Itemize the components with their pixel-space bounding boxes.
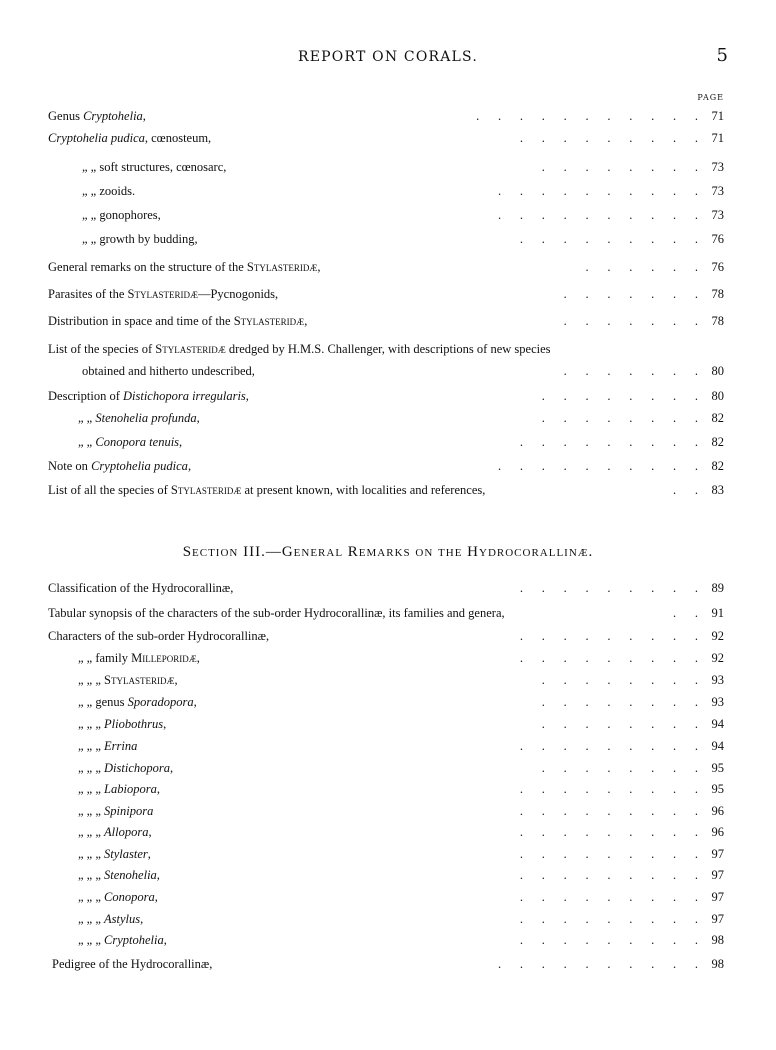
toc-entry-text: Milleporidæ — [131, 651, 197, 665]
leader-dots: . . — [673, 606, 698, 620]
toc-entry-text: Cryptohelia — [83, 109, 143, 123]
toc-entry-page: 91 — [711, 606, 724, 620]
toc-entry-text: „ „ „ — [78, 782, 105, 796]
toc-entry-text: Stylasteridæ — [155, 342, 226, 356]
toc-entry — [0, 457, 776, 479]
toc-entry-page: 71 — [711, 109, 724, 123]
toc-entry-text: , — [156, 782, 160, 796]
toc-entry-page: 98 — [711, 933, 724, 947]
toc-entry — [0, 387, 776, 409]
toc-entry-text: „ „ „ — [78, 912, 105, 926]
toc-entry — [0, 158, 776, 180]
page-column-heading: PAGE — [697, 93, 724, 102]
toc-entry-text: Pedigree of the Hydrocorallinæ, — [52, 957, 213, 971]
toc-entry-text: Errina — [104, 739, 138, 753]
toc-entry-text: dredged by H.M.S. Challenger, with descriptions of new species — [225, 342, 551, 356]
toc-entry — [0, 866, 776, 888]
toc-entry-text: , — [317, 260, 321, 274]
toc-entry-page: 73 — [711, 184, 724, 198]
toc-entry-text: Conopora tenuis — [95, 435, 180, 449]
toc-entry — [0, 802, 776, 824]
toc-entry-label — [48, 389, 249, 404]
toc-entry-label — [78, 825, 152, 840]
toc-entry — [0, 715, 776, 737]
toc-entry-page: 95 — [711, 782, 724, 796]
toc-entry — [0, 888, 776, 910]
toc-entry-text: Stylasteridæ — [246, 260, 318, 274]
toc-entry-page: 82 — [711, 459, 724, 473]
toc-entry-page: 73 — [711, 160, 724, 174]
toc-entry-label — [78, 695, 197, 710]
toc-entry-label — [78, 782, 160, 797]
toc-entry-page: 73 — [711, 208, 724, 222]
leader-dots: . . . . . . . . . — [519, 782, 698, 796]
toc-entry — [0, 107, 776, 129]
toc-entry — [0, 230, 776, 252]
toc-entry-label — [78, 804, 153, 819]
leader-dots: . . . . . . . . . . — [498, 208, 698, 222]
toc-entry-text: , — [154, 890, 158, 904]
leader-dots: . . — [673, 483, 698, 497]
toc-entry-text: Stylaster — [104, 847, 148, 861]
toc-entry-page: 95 — [711, 761, 724, 775]
leader-dots: . . . . . . . . — [541, 389, 698, 403]
toc-entry-label — [78, 761, 173, 776]
toc-entry — [0, 649, 776, 671]
leader-dots: . . . . . . . — [563, 287, 698, 301]
toc-entry-text: Stylasteridæ — [127, 287, 198, 301]
toc-entry-text: Stenohelia profunda — [95, 411, 197, 425]
leader-dots: . . . . . . . . — [541, 695, 698, 709]
toc-entry-label — [48, 109, 146, 124]
toc-entry-text: „ „ „ — [78, 673, 105, 687]
toc-entry-label — [78, 868, 160, 883]
toc-entry-label — [48, 287, 278, 302]
toc-entry — [0, 737, 776, 759]
toc-entry-label — [78, 847, 151, 862]
toc-entry-page: 76 — [711, 232, 724, 246]
toc-entry-label — [48, 459, 191, 474]
toc-entry-text: , — [142, 109, 146, 123]
toc-entry-text: „ „ „ — [78, 804, 105, 818]
toc-entry-text: „ „ gonophores, — [82, 208, 161, 222]
toc-entry-text: Stylasteridæ — [170, 483, 242, 497]
toc-entry-label — [82, 208, 161, 223]
toc-entry-text: „ „ „ — [78, 739, 105, 753]
toc-entry-page: 94 — [711, 739, 724, 753]
toc-entry-page: 92 — [711, 629, 724, 643]
toc-entry-label — [82, 232, 198, 247]
toc-entry-text: Astylus — [104, 912, 141, 926]
toc-entry-label — [48, 260, 320, 275]
toc-entry-text: Characters of the sub-order Hydrocorallinæ, — [48, 629, 270, 643]
toc-entry-text: Cryptohelia pudica — [91, 459, 188, 473]
leader-dots: . . . . . . — [585, 260, 698, 274]
toc-entry — [0, 182, 776, 204]
toc-entry-text: Labiopora — [104, 782, 157, 796]
toc-entry-label — [78, 890, 158, 905]
toc-entry-text: , — [245, 389, 249, 403]
toc-entry-page: 83 — [711, 483, 724, 497]
toc-entry-label — [78, 651, 200, 666]
toc-entry-text: , — [187, 459, 192, 473]
leader-dots: . . . . . . . . . — [519, 825, 698, 839]
toc-entry-text: „ „ genus — [78, 695, 128, 709]
toc-entry-label — [78, 411, 200, 426]
toc-entry-text: at present known, with localities and references, — [241, 483, 486, 497]
toc-entry-text: Cryptohelia — [104, 933, 164, 947]
toc-entry-text: „ „ „ — [78, 717, 105, 731]
toc-entry — [0, 340, 776, 362]
toc-entry — [0, 433, 776, 455]
toc-entry-text: Distichopora — [104, 761, 171, 775]
toc-entry-page: 82 — [711, 411, 724, 425]
toc-entry-label — [48, 131, 211, 146]
toc-entry-page: 98 — [711, 957, 724, 971]
toc-entry — [0, 627, 776, 649]
toc-entry-text: , — [196, 651, 200, 665]
toc-entry-text: , — [196, 411, 200, 425]
leader-dots: . . . . . . . . . — [519, 651, 698, 665]
toc-entry-label — [82, 184, 135, 199]
toc-entry-text: Cryptohelia pudica — [48, 131, 145, 145]
toc-entry-page: 89 — [711, 581, 724, 595]
leader-dots: . . . . . . . . . — [519, 847, 698, 861]
toc-entry-text: Pliobothrus — [104, 717, 164, 731]
toc-entry — [0, 481, 776, 503]
toc-entry-text: obtained and hitherto undescribed, — [82, 364, 255, 378]
toc-entry-label — [78, 912, 143, 927]
leader-dots: . . . . . . . . — [541, 160, 698, 174]
toc-entry-label — [78, 933, 167, 948]
toc-entry-text: , — [156, 868, 160, 882]
toc-entry-text: , — [304, 314, 308, 328]
toc-entry-text: Stylasteridæ — [104, 673, 175, 687]
toc-entry-text: „ „ „ — [78, 933, 105, 947]
toc-entry-page: 96 — [711, 825, 724, 839]
toc-entry — [0, 604, 776, 626]
toc-entry-label — [78, 739, 137, 754]
toc-entry — [0, 955, 776, 977]
toc-entry-text: Stenohelia — [104, 868, 157, 882]
toc-entry — [0, 285, 776, 307]
toc-entry-text: List of all the species of — [48, 483, 171, 497]
section-heading: Section III.—General Remarks on the Hydrocorallinæ. — [182, 544, 594, 560]
leader-dots: . . . . . . . . . — [519, 629, 698, 643]
toc-entry — [0, 910, 776, 932]
leader-dots: . . . . . . . — [563, 364, 698, 378]
toc-entry — [0, 823, 776, 845]
toc-entry-text: —Pycnogonids, — [197, 287, 279, 301]
leader-dots: . . . . . . . . . . — [498, 957, 698, 971]
toc-entry — [0, 206, 776, 228]
toc-entry-text: Allopora — [104, 825, 149, 839]
toc-entry-label — [82, 160, 226, 175]
running-header-title: REPORT ON CORALS. — [298, 49, 478, 65]
toc-entry-text: „ „ — [78, 435, 96, 449]
toc-entry-text: , — [170, 761, 174, 775]
toc-entry-text: „ „ „ — [78, 868, 105, 882]
toc-entry — [0, 258, 776, 280]
toc-entry-page: 97 — [711, 890, 724, 904]
toc-entry-text: , — [179, 435, 183, 449]
toc-entry — [0, 312, 776, 334]
toc-entry-text: „ „ — [78, 411, 96, 425]
toc-entry-text: Genus — [48, 109, 84, 123]
toc-entry-page: 82 — [711, 435, 724, 449]
toc-entry-page: 80 — [711, 389, 724, 403]
toc-entry — [0, 129, 776, 151]
leader-dots: . . . . . . . . . . — [498, 459, 698, 473]
toc-entry — [0, 780, 776, 802]
toc-entry-page: 80 — [711, 364, 724, 378]
toc-entry-page: 96 — [711, 804, 724, 818]
toc-entry-page: 78 — [711, 287, 724, 301]
page-number: 5 — [716, 45, 728, 66]
toc-entry-text: Note on — [48, 459, 92, 473]
leader-dots: . . . . . . . . . — [519, 739, 698, 753]
leader-dots: . . . . . . . . . — [519, 933, 698, 947]
leader-dots: . . . . . . . . . — [519, 131, 698, 145]
toc-entry-text: Stylasteridæ — [233, 314, 305, 328]
toc-entry-label — [48, 314, 307, 329]
leader-dots: . . . . . . . . . — [519, 435, 698, 449]
toc-entry-text: Description of — [48, 389, 123, 403]
toc-entry — [0, 409, 776, 431]
toc-entry-text: Distichopora irregularis — [122, 389, 246, 403]
toc-entry-text: , — [163, 933, 167, 947]
leader-dots: . . . . . . . . . — [519, 890, 698, 904]
toc-entry-text: , — [174, 673, 178, 687]
toc-entry-text: Distribution in space and time of the — [48, 314, 234, 328]
leader-dots: . . . . . . . . — [541, 411, 698, 425]
toc-entry-page: 78 — [711, 314, 724, 328]
toc-entry-text: Classification of the Hydrocorallinæ, — [48, 581, 234, 595]
leader-dots: . . . . . . . . . — [519, 912, 698, 926]
toc-entry-label — [48, 581, 233, 596]
toc-entry — [0, 579, 776, 601]
toc-entry — [0, 845, 776, 867]
toc-entry-text: , — [163, 717, 167, 731]
toc-entry-label — [48, 342, 551, 357]
toc-entry — [0, 671, 776, 693]
toc-entry-text: , — [147, 847, 151, 861]
toc-entry-text: „ „ „ — [78, 761, 105, 775]
toc-entry-label — [78, 435, 182, 450]
toc-entry-text: „ „ soft structures, cœnosarc, — [82, 160, 227, 174]
toc-entry-page: 97 — [711, 847, 724, 861]
toc-entry-page: 94 — [711, 717, 724, 731]
toc-entry-label — [78, 717, 166, 732]
leader-dots: . . . . . . . . . — [519, 232, 698, 246]
leader-dots: . . . . . . . . — [541, 761, 698, 775]
toc-entry-text: List of the species of — [48, 342, 156, 356]
toc-entry-page: 92 — [711, 651, 724, 665]
leader-dots: . . . . . . . . . — [519, 804, 698, 818]
toc-entry — [0, 693, 776, 715]
toc-entry — [0, 362, 776, 384]
toc-entry-label — [78, 673, 178, 688]
toc-entry-text: General remarks on the structure of the — [48, 260, 247, 274]
toc-entry-label — [82, 364, 255, 379]
leader-dots: . . . . . . . . . — [519, 868, 698, 882]
toc-entry-text: , — [148, 825, 152, 839]
toc-entry-page: 93 — [711, 695, 724, 709]
toc-entry-text: Tabular synopsis of the characters of the sub-order Hydrocorallinæ, its families and genera, — [48, 606, 505, 620]
toc-entry-text: , cœnosteum, — [144, 131, 212, 145]
toc-entry-text: „ „ „ — [78, 890, 105, 904]
leader-dots: . . . . . . . . — [541, 717, 698, 731]
leader-dots: . . . . . . . . . . . — [476, 109, 698, 123]
toc-entry-text: , — [193, 695, 197, 709]
toc-entry-text: Sporadopora — [127, 695, 194, 709]
toc-entry-text: Parasites of the — [48, 287, 128, 301]
leader-dots: . . . . . . . . . . — [498, 184, 698, 198]
leader-dots: . . . . . . . — [563, 314, 698, 328]
toc-entry-text: Conopora — [104, 890, 155, 904]
toc-entry — [0, 759, 776, 781]
toc-entry-page: 97 — [711, 868, 724, 882]
leader-dots: . . . . . . . . . — [519, 581, 698, 595]
toc-entry-text: „ „ family — [78, 651, 132, 665]
toc-entry-text: „ „ „ — [78, 825, 105, 839]
toc-entry-page: 71 — [711, 131, 724, 145]
toc-entry-page: 97 — [711, 912, 724, 926]
toc-entry-text: „ „ zooids. — [82, 184, 136, 198]
toc-entry-label — [48, 606, 505, 621]
toc-entry-page: 76 — [711, 260, 724, 274]
toc-entry-text: „ „ „ — [78, 847, 105, 861]
toc-entry-label — [48, 483, 485, 498]
toc-entry-text: Spinipora — [104, 804, 154, 818]
leader-dots: . . . . . . . . — [541, 673, 698, 687]
toc-entry-label — [48, 629, 269, 644]
toc-entry — [0, 931, 776, 953]
toc-entry-text: „ „ growth by budding, — [82, 232, 198, 246]
toc-entry-page: 93 — [711, 673, 724, 687]
toc-entry-label — [52, 957, 212, 972]
toc-entry-text: , — [140, 912, 144, 926]
